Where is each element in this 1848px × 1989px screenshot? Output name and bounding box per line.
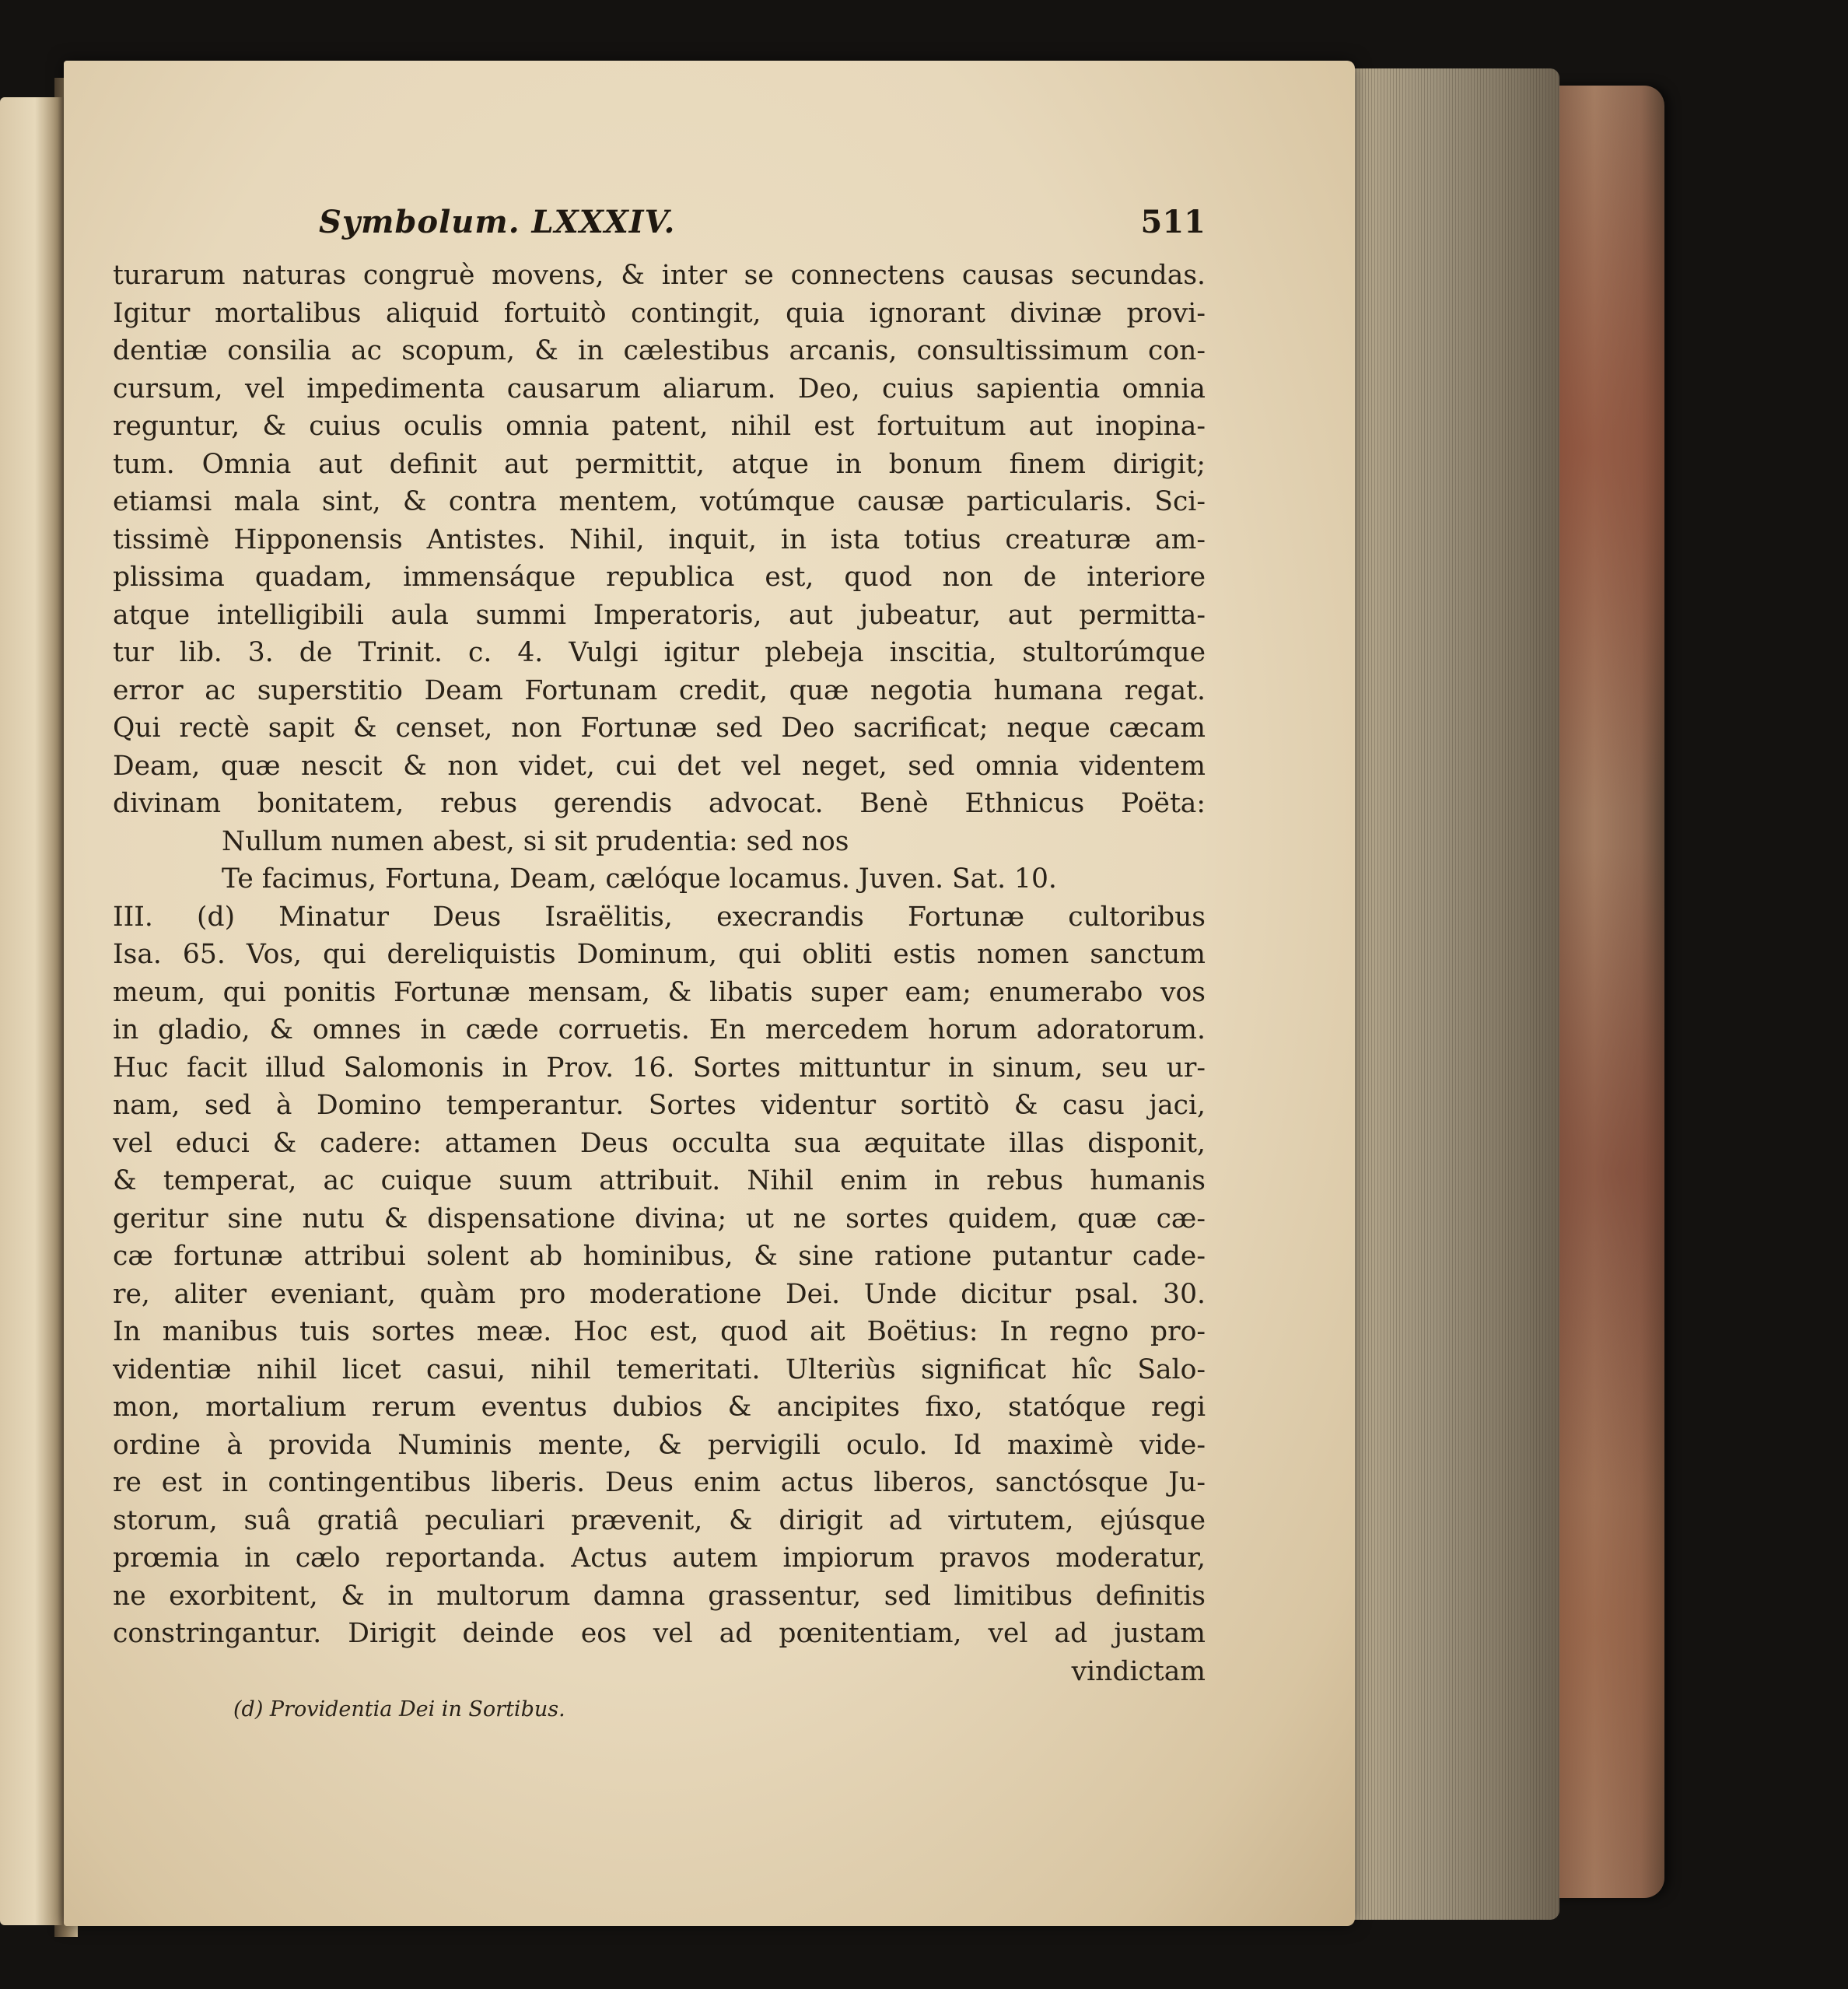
text-line: reguntur, & cuius oculis omnia patent, nihil est fortuitum aut inopina- <box>113 411 1206 442</box>
text-line: vel educi & cadere: attamen Deus occulta sua æquitate illas disponit, <box>113 1127 1206 1159</box>
text-line: turarum naturas congruè movens, & inter se connectens causas secundas. <box>113 260 1206 291</box>
text-line: Isa. 65. Vos, qui dereliquistis Dominum, qui obliti estis nomen sanctum <box>113 939 1206 970</box>
text-line: Huc facit illud Salomonis in Prov. 16. Sortes mittuntur in sinum, seu ur- <box>113 1052 1206 1084</box>
running-title: Symbolum. LXXXIV. <box>319 204 676 240</box>
facing-page-edge <box>0 97 64 1925</box>
text-line: dentiæ consilia ac scopum, & in cælestibus arcanis, consultissimum con- <box>113 335 1206 366</box>
catchword: vindictam <box>1071 1655 1206 1687</box>
text-line: tur lib. 3. de Trinit. c. 4. Vulgi igitur plebeja inscitia, stultorúmque <box>113 637 1206 668</box>
text-line: tum. Omnia aut definit aut permittit, atque in bonum finem dirigit; <box>113 448 1206 480</box>
text-line: III. (d) Minatur Deus Israëlitis, execrandis Fortunæ cultoribus <box>113 901 1206 933</box>
text-line: ordine à provida Numinis mente, & pervigili oculo. Id maximè vide- <box>113 1429 1206 1461</box>
text-line: nam, sed à Domino temperantur. Sortes videntur sortitò & casu jaci, <box>113 1090 1206 1121</box>
running-head <box>319 204 1206 250</box>
text-line: In manibus tuis sortes meæ. Hoc est, quod ait Boëtius: In regno pro- <box>113 1316 1206 1347</box>
text-line: error ac superstitio Deam Fortunam credit, quæ negotia humana regat. <box>113 674 1206 706</box>
book-cover-board <box>1548 86 1664 1898</box>
page-block-fore-edge <box>1349 68 1559 1920</box>
page-number: 511 <box>1140 204 1206 240</box>
text-line: ne exorbitent, & in multorum damna grassentur, sed limitibus definitis <box>113 1580 1206 1612</box>
footnote: (d) Providentia Dei in Sortibus. <box>233 1697 565 1721</box>
text-line: meum, qui ponitis Fortunæ mensam, & libatis super eam; enumerabo vos <box>113 976 1206 1008</box>
text-line: Qui rectè sapit & censet, non Fortunæ sed Deo sacrificat; neque cæcam <box>113 713 1206 744</box>
body-text <box>113 257 1206 1690</box>
verse-line: Te facimus, Fortuna, Deam, cælóque locamus. Juven. Sat. 10. <box>222 863 1057 895</box>
text-line: etiamsi mala sint, & contra mentem, votúmque causæ particularis. Sci- <box>113 486 1206 517</box>
text-line: atque intelligibili aula summi Imperatoris, aut jubeatur, aut permitta- <box>113 599 1206 631</box>
text-line: re est in contingentibus liberis. Deus enim actus liberos, sanctósque Ju- <box>113 1467 1206 1498</box>
text-line: & temperat, ac cuique suum attribuit. Nihil enim in rebus humanis <box>113 1165 1206 1196</box>
text-line: storum, suâ gratiâ peculiari prævenit, & dirigit ad virtutem, ejúsque <box>113 1504 1206 1536</box>
text-line: Igitur mortalibus aliquid fortuitò contingit, quia ignorant divinæ provi- <box>113 297 1206 329</box>
text-line: cæ fortunæ attribui solent ab hominibus, & sine ratione putantur cade- <box>113 1241 1206 1272</box>
text-line: re, aliter eveniant, quàm pro moderatione Dei. Unde dicitur psal. 30. <box>113 1278 1206 1310</box>
text-line: videntiæ nihil licet casui, nihil temeritati. Ulteriùs significat hîc Salo- <box>113 1353 1206 1385</box>
text-line: tissimè Hipponensis Antistes. Nihil, inquit, in ista totius creaturæ am- <box>113 524 1206 555</box>
text-line: mon, mortalium rerum eventus dubios & ancipites fixo, statóque regi <box>113 1392 1206 1423</box>
text-line: constringantur. Dirigit deinde eos vel ad pœnitentiam, vel ad justam <box>113 1618 1206 1649</box>
text-line: prœmia in cælo reportanda. Actus autem impiorum pravos moderatur, <box>113 1543 1206 1574</box>
text-line: Deam, quæ nescit & non videt, cui det vel neget, sed omnia videntem <box>113 750 1206 782</box>
text-line: plissima quadam, immensáque republica est, quod non de interiore <box>113 562 1206 593</box>
text-line: geritur sine nutu & dispensatione divina; ut ne sortes quidem, quæ cæ- <box>113 1203 1206 1234</box>
text-line: cursum, vel impedimenta causarum aliarum. Deo, cuius sapientia omnia <box>113 373 1206 404</box>
text-line: in gladio, & omnes in cæde corruetis. En mercedem horum adoratorum. <box>113 1014 1206 1045</box>
text-line: divinam bonitatem, rebus gerendis advocat. Benè Ethnicus Poëta: <box>113 788 1206 819</box>
verse-line: Nullum numen abest, si sit prudentia: sed nos <box>222 825 849 857</box>
